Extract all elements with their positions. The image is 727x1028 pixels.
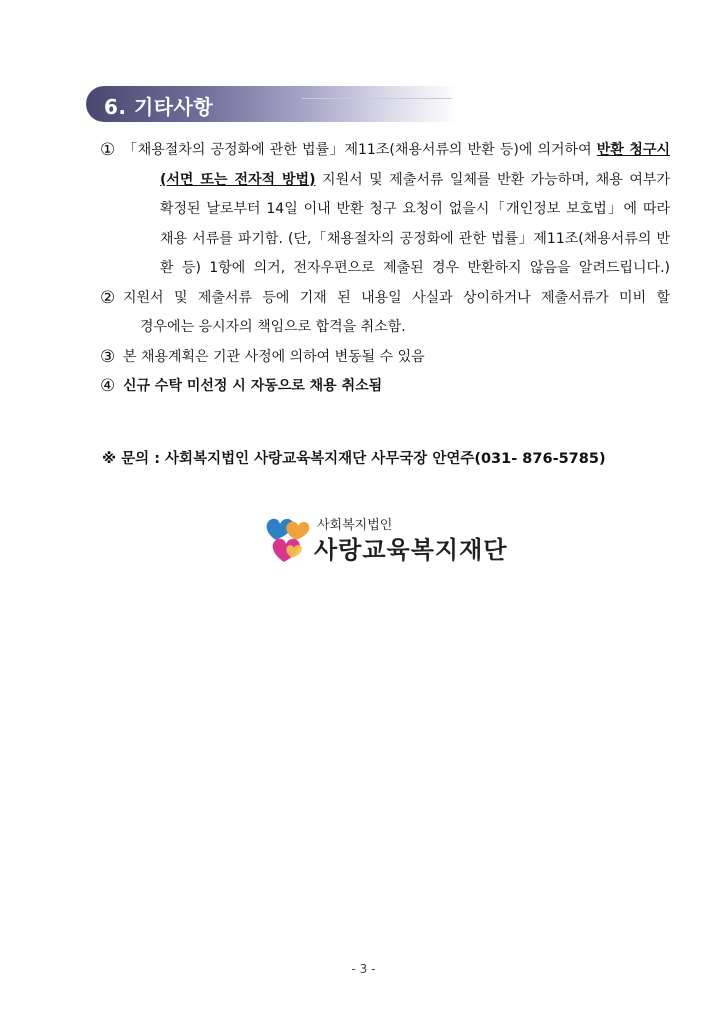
item-line [160,166,670,196]
item-line: 채용 서류를 파기함. (단,「채용절차의 공정화에 관한 법률」제11조(채용서류의 반 [160,230,670,247]
list-item [100,284,670,343]
section-title: 6. 기타사항 [104,95,214,119]
highlight-text: 반환 청구시 [596,142,670,158]
list-item [100,136,670,284]
item-line [123,136,670,166]
item-marker: ③ [100,346,116,367]
notice-list [100,136,670,402]
item-marker: ④ [100,376,116,396]
list-item [100,343,670,373]
hearts-logo-icon [262,510,314,566]
item-line: 지원서 및 제출서류 등에 기재 된 내용일 사실과 상이하거나 제출서류가 미비 할 [123,289,670,306]
item-line: 경우에는 응시자의 책임으로 합격을 취소함. [140,319,406,335]
contact-info: ※ 문의 : 사회복지법인 사랑교육복지재단 사무국장 안연주(031- 876-5785) [102,451,606,467]
foundation-logo [262,510,508,566]
item-line: 본 채용계획은 기관 사정에 의하여 변동될 수 있음 [123,348,425,365]
item-marker: ① [100,140,116,160]
item-marker: ② [100,287,116,308]
item-line: 환 등) 1항에 의거, 전자우편으로 제출된 경우 반환하지 않음을 알려드립니다.) [160,260,670,276]
page-number: - 3 - [351,962,376,976]
logo-title: 사랑교육복지재단 [314,536,508,564]
header-rule [302,98,452,99]
highlight-text: (서면 또는 전자적 방법) [160,171,316,188]
item-text: 지원서 및 제출서류 일체를 반환 가능하며, 채용 여부가 [315,171,670,188]
logo-subtitle: 사회복지법인 [317,518,393,533]
item-line: 신규 수탁 미선정 시 자동으로 채용 취소됨 [123,378,383,394]
item-line: 확정된 날로부터 14일 이내 반환 청구 요청이 없을시「개인정보 보호법」에 따라 [160,201,670,217]
item-text: 「채용절차의 공정화에 관한 법률」제11조(채용서류의 반환 등)에 의거하여 [123,142,597,158]
list-item [100,372,670,402]
section-header [86,86,458,122]
